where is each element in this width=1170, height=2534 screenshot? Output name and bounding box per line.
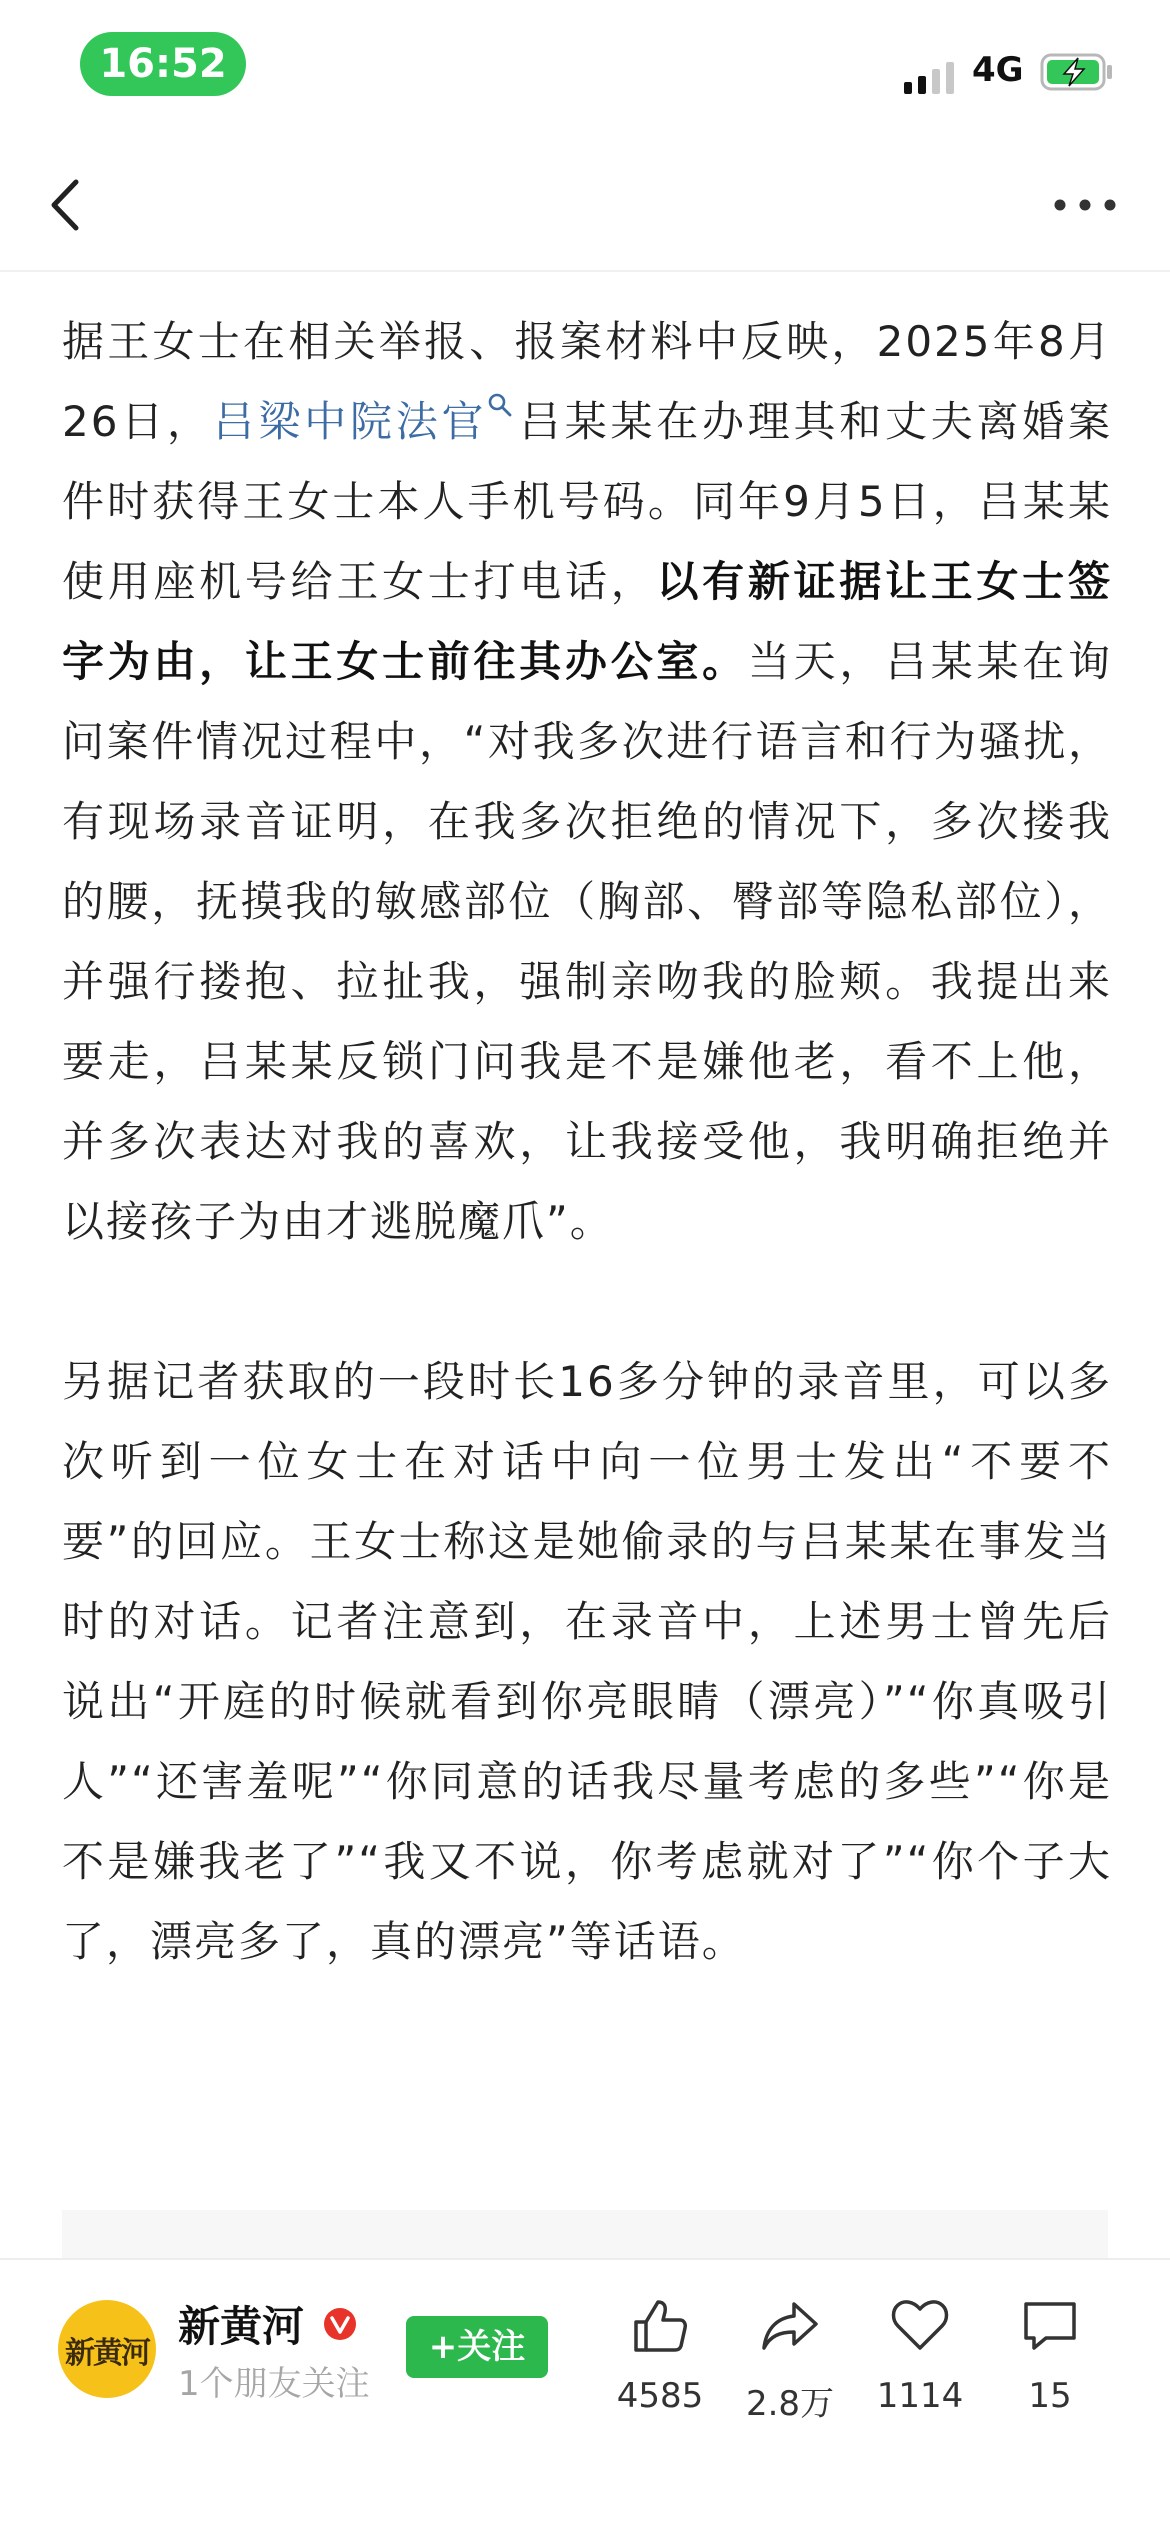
entity-link[interactable]: 吕梁中院法官 xyxy=(212,397,488,446)
next-content-preview xyxy=(62,2210,1108,2260)
status-bar xyxy=(0,0,1170,130)
share-icon xyxy=(758,2294,822,2358)
status-time: 16:52 xyxy=(80,32,246,96)
battery-charging-icon xyxy=(1040,52,1114,92)
comment-count: 15 xyxy=(1028,2376,1072,2416)
avatar[interactable] xyxy=(58,2300,156,2398)
favorite-count: 1114 xyxy=(876,2376,964,2416)
friends-following-text: 1个朋友关注 xyxy=(178,2364,370,2404)
favorite-button[interactable] xyxy=(860,2294,980,2416)
share-count: 2.8万 xyxy=(745,2384,835,2424)
article-body xyxy=(62,302,1112,1982)
paragraph-text: 吕某某在办理其和丈夫离婚案件时获得王女士本人手机号码。同年9月5日，吕某某使用座机号给王女士打电话， xyxy=(62,397,1112,606)
article-paragraph-1 xyxy=(62,302,1112,1262)
comment-button[interactable] xyxy=(990,2294,1110,2416)
nav-bar xyxy=(0,140,1170,272)
comment-icon xyxy=(1018,2294,1082,2358)
like-button[interactable] xyxy=(600,2294,720,2416)
account-name[interactable]: 新黄河 xyxy=(178,2302,305,2351)
follow-button[interactable]: +关注 xyxy=(406,2316,548,2378)
verified-badge-icon xyxy=(322,2306,358,2342)
avatar-logo-text: 新黄河 xyxy=(65,2336,149,2371)
thumbs-up-icon xyxy=(628,2294,692,2358)
share-button[interactable] xyxy=(730,2294,850,2425)
bold-text: 以有新证据让王女士签字为由，让王女士前往其办公室。 xyxy=(62,557,1112,686)
like-count: 4585 xyxy=(616,2376,704,2416)
chevron-left-icon[interactable] xyxy=(40,170,90,240)
signal-strength-icon xyxy=(902,60,960,96)
paragraph-text: 当天，吕某某在询问案件情况过程中，“对我多次进行语言和行为骚扰，有现场录音证明，在我多次拒绝的情况下，多次搂我的腰，抚摸我的敏感部位（胸部、臀部等隐私部位），并强行搂抱、拉扯我，强制亲吻我的脸颊。我提出来要走，吕某某反锁门问我是不是嫌他老，看不上他，并多次表达对我的喜欢，让我接受他，我明确拒绝并以接孩子为由才逃脱魔爪”。 xyxy=(62,637,1112,1246)
search-icon[interactable] xyxy=(487,392,513,418)
paragraph-text: 据王女士在相关举报、报案材料中反映，2025年8月26日， xyxy=(62,317,1112,446)
bottom-action-bar xyxy=(0,2258,1170,2534)
ellipsis-icon[interactable] xyxy=(1050,190,1120,220)
heart-icon xyxy=(888,2294,952,2358)
article-paragraph-2: 另据记者获取的一段时长16多分钟的录音里，可以多次听到一位女士在对话中向一位男士发出“不要不要”的回应。王女士称这是她偷录的与吕某某在事发当时的对话。记者注意到，在录音中，上述男士曾先后说出“开庭的时候就看到你亮眼睛（漂亮）”“你真吸引人”“还害羞呢”“你同意的话我尽量考虑的多些”“你是不是嫌我老了”“我又不说，你考虑就对了”“你个子大了，漂亮多了，真的漂亮”等话语。 xyxy=(62,1357,1112,1966)
network-type: 4G xyxy=(972,50,1024,90)
